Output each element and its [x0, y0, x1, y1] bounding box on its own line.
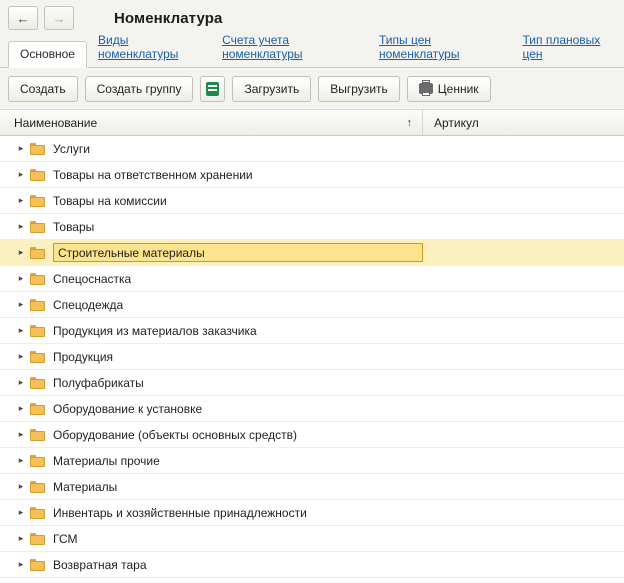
- unload-button-label: Выгрузить: [330, 81, 388, 96]
- create-button-label: Создать: [20, 81, 66, 96]
- row-name-cell: [0, 136, 423, 161]
- row-article-cell: [423, 552, 624, 577]
- row-label: Товары: [53, 219, 95, 234]
- excel-icon: [206, 82, 219, 96]
- row-label: Спецодежда: [53, 297, 124, 312]
- row-label: Оборудование (объекты основных средств): [53, 427, 297, 442]
- table-row[interactable]: [0, 474, 624, 500]
- row-name-cell: [0, 370, 423, 395]
- table-row[interactable]: [0, 136, 624, 162]
- folder-icon: [30, 481, 45, 493]
- folder-icon: [30, 221, 45, 233]
- expand-chevron-icon[interactable]: ▸: [18, 559, 24, 569]
- forward-button[interactable]: [44, 6, 74, 30]
- folder-icon: [30, 299, 45, 311]
- row-article-cell: [423, 188, 624, 213]
- row-article-cell: [423, 370, 624, 395]
- expand-chevron-icon[interactable]: ▸: [18, 299, 24, 309]
- expand-chevron-icon[interactable]: ▸: [18, 273, 24, 283]
- folder-icon: [30, 455, 45, 467]
- folder-icon: [30, 533, 45, 545]
- row-article-cell: [423, 266, 624, 291]
- row-name-cell: [0, 162, 423, 187]
- table-row[interactable]: [0, 266, 624, 292]
- expand-chevron-icon[interactable]: ▸: [18, 403, 24, 413]
- folder-icon: [30, 325, 45, 337]
- page-title: Номенклатура: [114, 9, 223, 27]
- row-label: Спецоснастка: [53, 271, 132, 286]
- row-name-cell: [0, 500, 423, 525]
- column-header-article[interactable]: [423, 110, 624, 135]
- row-article-cell: [423, 500, 624, 525]
- expand-chevron-icon[interactable]: ▸: [18, 533, 24, 543]
- row-name-cell: [0, 474, 423, 499]
- table-row[interactable]: [0, 344, 624, 370]
- row-name-cell: [0, 292, 423, 317]
- table-row-selected[interactable]: [0, 240, 624, 266]
- column-header-name-label: Наименование: [14, 115, 98, 130]
- tab-bar: [0, 33, 624, 68]
- row-article-cell: [423, 474, 624, 499]
- tab-scheta-ucheta-nomenklatury[interactable]: Счета учета номенклатуры: [222, 33, 303, 61]
- row-label: Оборудование к установке: [53, 401, 203, 416]
- row-name-cell: [0, 552, 423, 577]
- table-row[interactable]: [0, 500, 624, 526]
- column-header-article-label: Артикул: [434, 115, 479, 130]
- column-header-name[interactable]: [0, 110, 423, 135]
- row-label: Продукция из материалов заказчика: [53, 323, 257, 338]
- table-row[interactable]: [0, 292, 624, 318]
- row-label: Полуфабрикаты: [53, 375, 144, 390]
- printer-icon: [419, 83, 433, 94]
- row-label: Строительные материалы: [58, 245, 205, 260]
- table-row[interactable]: [0, 396, 624, 422]
- excel-export-button[interactable]: [200, 76, 225, 102]
- row-article-cell: [423, 136, 624, 161]
- forward-arrow-icon: →: [52, 10, 66, 26]
- folder-icon: [30, 559, 45, 571]
- price-tag-button[interactable]: [407, 76, 491, 102]
- row-label: Услуги: [53, 141, 90, 156]
- row-article-cell: [423, 318, 624, 343]
- row-article-cell: [423, 396, 624, 421]
- table-row[interactable]: [0, 370, 624, 396]
- table-row[interactable]: [0, 526, 624, 552]
- row-article-cell: [423, 422, 624, 447]
- expand-chevron-icon[interactable]: ▸: [18, 481, 24, 491]
- row-name-cell: [0, 318, 423, 343]
- row-name-cell: [0, 266, 423, 291]
- table-body: [0, 136, 624, 578]
- price-tag-button-label: Ценник: [437, 81, 479, 96]
- row-name-cell: [0, 240, 423, 265]
- table-row[interactable]: [0, 162, 624, 188]
- row-article-cell: [423, 214, 624, 239]
- table-row[interactable]: [0, 214, 624, 240]
- table-row[interactable]: [0, 552, 624, 578]
- tab-vidy-nomenklatury[interactable]: Виды номенклатуры: [97, 33, 179, 61]
- row-article-cell: [423, 344, 624, 369]
- folder-icon: [30, 377, 45, 389]
- folder-icon: [30, 429, 45, 441]
- row-label: Товары на комиссии: [53, 193, 167, 208]
- table-row[interactable]: [0, 448, 624, 474]
- row-article-cell: [423, 526, 624, 551]
- command-bar: [0, 68, 624, 110]
- row-name-cell: [0, 448, 423, 473]
- expand-chevron-icon[interactable]: ▸: [18, 169, 24, 179]
- row-label: Материалы прочие: [53, 453, 160, 468]
- folder-icon: [30, 273, 45, 285]
- tab-tip-planovyh-cen[interactable]: Тип плановых цен: [522, 33, 601, 61]
- table-row[interactable]: [0, 422, 624, 448]
- expand-chevron-icon[interactable]: ▸: [18, 429, 24, 439]
- row-name-cell: [0, 526, 423, 551]
- table-header-row: [0, 110, 624, 136]
- expand-chevron-icon[interactable]: ▸: [18, 325, 24, 335]
- load-button-label: Загрузить: [244, 81, 300, 96]
- expand-chevron-icon[interactable]: ▸: [18, 221, 24, 231]
- create-button[interactable]: [8, 76, 78, 102]
- tab-osnovnoe[interactable]: Основное: [8, 41, 87, 68]
- back-arrow-icon: ←: [16, 10, 30, 26]
- folder-icon: [30, 247, 45, 259]
- row-article-cell: [423, 240, 624, 265]
- expand-chevron-icon[interactable]: ▸: [18, 507, 24, 517]
- expand-chevron-icon[interactable]: ▸: [18, 143, 24, 153]
- tab-tipy-cen-nomenklatury[interactable]: Типы цен номенклатуры: [379, 33, 460, 61]
- folder-icon: [30, 507, 45, 519]
- row-article-cell: [423, 292, 624, 317]
- row-label: Товары на ответственном хранении: [53, 167, 253, 182]
- expand-chevron-icon[interactable]: ▸: [18, 455, 24, 465]
- row-label: Инвентарь и хозяйственные принадлежности: [53, 505, 307, 520]
- folder-icon: [30, 351, 45, 363]
- nomenclature-table: [0, 110, 624, 583]
- expand-chevron-icon[interactable]: ▸: [18, 377, 24, 387]
- folder-icon: [30, 195, 45, 207]
- row-label: Возвратная тара: [53, 557, 147, 572]
- row-label: Материалы: [53, 479, 118, 494]
- table-row[interactable]: [0, 318, 624, 344]
- row-article-cell: [423, 162, 624, 187]
- create-group-button[interactable]: [85, 76, 194, 102]
- row-name-cell: [0, 344, 423, 369]
- back-button[interactable]: [8, 6, 38, 30]
- row-label: Продукция: [53, 349, 114, 364]
- row-name-cell: [0, 214, 423, 239]
- row-label: ГСМ: [53, 531, 78, 546]
- folder-icon: [30, 403, 45, 415]
- unload-button[interactable]: [318, 76, 400, 102]
- sort-ascending-icon: ↑: [406, 116, 412, 129]
- table-row[interactable]: [0, 188, 624, 214]
- create-group-button-label: Создать группу: [96, 81, 182, 96]
- expand-chevron-icon[interactable]: ▸: [18, 351, 24, 361]
- folder-icon: [30, 169, 45, 181]
- row-article-cell: [423, 448, 624, 473]
- expand-chevron-icon[interactable]: ▸: [18, 195, 24, 205]
- row-name-cell: [0, 396, 423, 421]
- expand-chevron-icon[interactable]: ▸: [18, 247, 24, 257]
- load-button[interactable]: [232, 76, 311, 102]
- folder-icon: [30, 143, 45, 155]
- row-name-cell: [0, 188, 423, 213]
- row-name-cell: [0, 422, 423, 447]
